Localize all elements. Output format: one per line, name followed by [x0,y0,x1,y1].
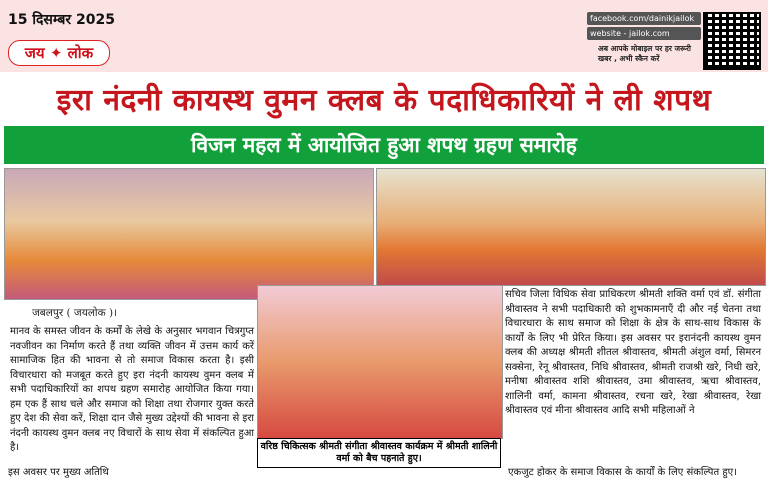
group-photo-1 [4,168,374,300]
article-column-1-tail: इस अवसर पर मुख्य अतिथि [8,467,109,478]
scan-tagline: अब आपके मोबाइल पर हर जरूरी खबर , अभी स्कैन करें [598,44,691,63]
article-column-2-tail: एकजुट होकर के समाज विकास के कार्यों के लिए संकल्पित हुए। [508,467,737,478]
group-photo-2 [376,168,766,286]
headline: इरा नंदनी कायस्थ वुमन क्लब के पदाधिकारियों ने ली शपथ [56,83,712,118]
article-column-1: मानव के समस्त जीवन के कर्मों के लेखे के अनुसार भगवान चित्रगुप्त नवजीवन का निर्माण करते हैं तथा व्यक्ति जीवन में उत्तम कार्य करें सामाजिक हित की भावना से तो समाज विकास करता है। इसी विचारधारा को मजबूत करते हुए इरा नंदनी कायस्थ वुमन क्लब में सभी पदाधिकारियों का शपथ ग्रहण समारोह आयोजित किया गया। हम एक हैं साथ चले और समाज को शिक्षा तथा रोजगार युक्त करते हुए देश की सेवा करें, शिक्षा दान जैसे मुख्य उद्देश्यों की भावना से इरा नंदनी कायस्थ वुमन क्लब नए विचारों के साथ सेवा में संकल्पित हुआ है। [10,326,254,453]
dateline: जबलपुर ( जयलोक )। [32,307,118,319]
badge-ceremony-photo [257,285,503,439]
website-link[interactable]: website - jailok.com [587,27,701,40]
newspaper-logo: जय ✦ लोक [8,40,110,66]
social-links [587,12,701,42]
subheadline: विजन महल में आयोजित हुआ शपथ ग्रहण समारोह [4,126,764,164]
facebook-link[interactable]: facebook.com/dainikjailok [587,12,701,25]
photo-caption: वरिष्ठ चिकित्सक श्रीमती संगीता श्रीवास्तव कार्यक्रम में श्रीमती शालिनी वर्मा को बैच पहनाते हुए। [257,438,501,468]
issue-date: 15 दिसम्बर 2025 [8,12,115,28]
article-column-2: सचिव जिला विधिक सेवा प्राधिकरण श्रीमती शक्ति वर्मा एवं डॉ. संगीता श्रीवास्तव ने सभी पदाधिकारी को शुभकामनाएँ दी और नई चेतना तथा विचारधारा के साथ समाज को शिक्षा के क्षेत्र के साथ-साथ विकास के कार्यों के लिए भी प्रेरित किया। इस अवसर पर इरानंदनी कायस्थ वुमन क्लब की अध्यक्ष श्रीमती शीतल श्रीवास्तव, श्रीमती अंशुल वर्मा, सिमरन सक्सेना, रेनू श्रीवास्तव, निधि श्रीवास्तव, श्रीमती राजश्री खरे, निधी खरे, मनीषा श्रीवास्तव शशि श्रीवास्तव, उमा श्रीवास्तव, ऋचा श्रीवास्तव, शालिनी वर्मा, कामना श्रीवास्तव, रचना खरे, रेखा श्रीवास्तव, रेखा श्रीवास्तव एवं मीना श्रीवास्तव आदि सभी महिलाओं ने [505,289,761,416]
qr-code-icon[interactable] [703,12,761,70]
